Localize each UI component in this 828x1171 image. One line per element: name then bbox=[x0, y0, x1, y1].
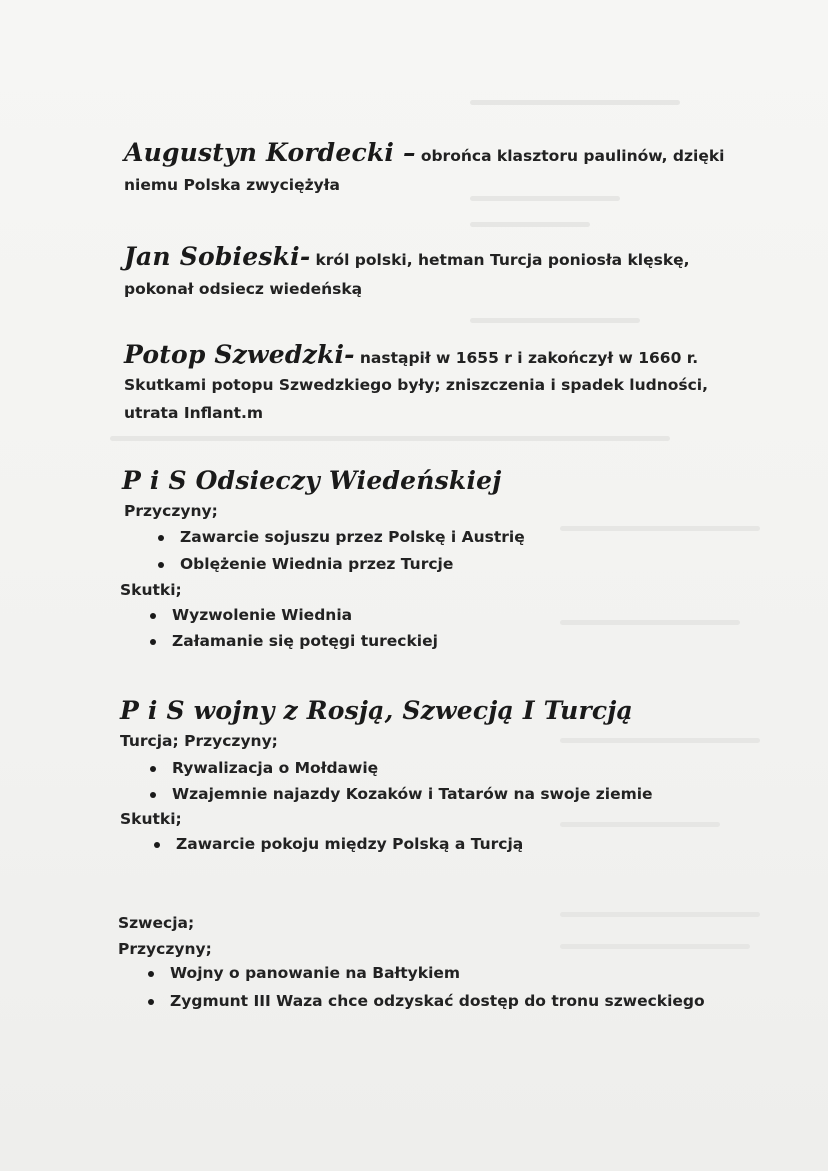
list-item: Rywalizacja o Mołdawię bbox=[172, 759, 379, 777]
section-heading: Jan Sobieski- bbox=[124, 242, 311, 271]
section-heading: P i S Odsieczy Wiedeńskiej bbox=[122, 466, 502, 495]
list-item: Zawarcie sojuszu przez Polskę i Austrię bbox=[180, 528, 525, 546]
section-text-line: pokonał odsiecz wiedeńską bbox=[124, 280, 363, 298]
section-heading: Augustyn Kordecki – bbox=[124, 138, 416, 167]
turcja-causes-label: Turcja; Przyczyny; bbox=[120, 732, 278, 750]
section-inline-text: król polski, hetman Turcja poniosła klęskę, bbox=[315, 251, 690, 269]
effects-label: Skutki; bbox=[120, 581, 182, 599]
section-heading: P i S wojny z Rosją, Szwecją I Turcją bbox=[120, 696, 633, 725]
list-item: Oblężenie Wiednia przez Turcje bbox=[180, 555, 454, 573]
list-item: Wojny o panowanie na Bałtykiem bbox=[170, 964, 461, 982]
szwecja-causes-label: Przyczyny; bbox=[118, 940, 212, 958]
szwecja-label: Szwecja; bbox=[118, 914, 195, 932]
list-item: Wzajemnie najazdy Kozaków i Tatarów na swoje ziemie bbox=[172, 785, 653, 803]
section-inline-text: obrońca klasztoru paulinów, dzięki bbox=[420, 147, 725, 165]
causes-label: Przyczyny; bbox=[124, 502, 218, 520]
section-text-line: utrata Inflant.m bbox=[124, 404, 264, 422]
section-text-line: niemu Polska zwyciężyła bbox=[124, 176, 340, 194]
list-item: Wyzwolenie Wiednia bbox=[172, 606, 353, 624]
turcja-effects-label: Skutki; bbox=[120, 810, 182, 828]
section-inline-text: nastąpił w 1655 r i zakończył w 1660 r. bbox=[359, 349, 699, 367]
list-item: Zygmunt III Waza chce odzyskać dostęp do tronu szweckiego bbox=[170, 992, 705, 1010]
list-item: Załamanie się potęgi tureckiej bbox=[172, 632, 438, 650]
list-item: Zawarcie pokoju między Polską a Turcją bbox=[176, 835, 524, 853]
section-heading: Potop Szwedzki- bbox=[124, 340, 355, 369]
section-text-line: Skutkami potopu Szwedzkiego były; zniszczenia i spadek ludności, bbox=[124, 376, 709, 394]
